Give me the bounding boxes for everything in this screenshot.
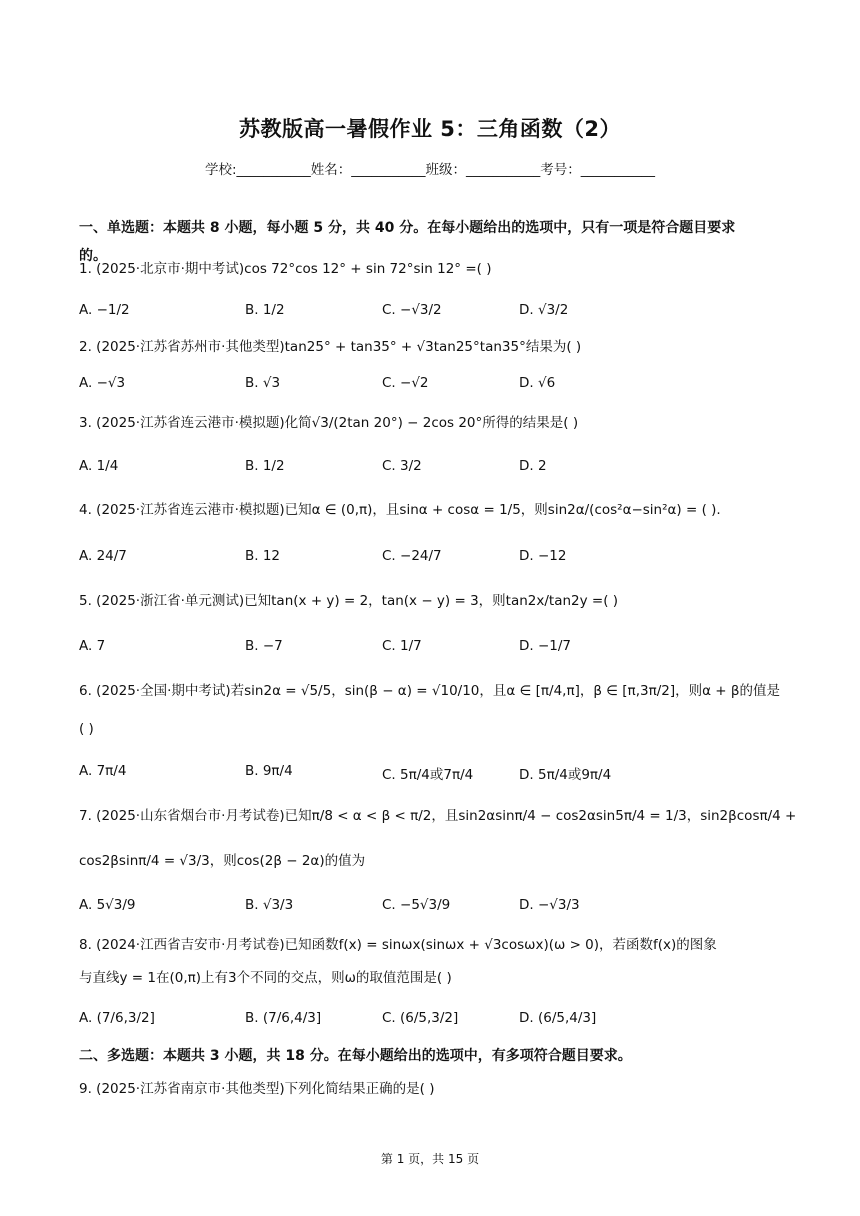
question-stem: 6. (2025·全国·期中考试)若sin2α = √5/5，sin(β − α) = √10/10，且α ∈ [π/4,π]，β ∈ [π,3π/2]，则α + β的值是 <box>79 683 781 699</box>
option-a[interactable]: A. −1/2 <box>79 302 130 318</box>
question-stem: 3. (2025·江苏省连云港市·模拟题)化简√3/(2tan 20°) − 2cos 20°所得的结果是( ) <box>79 415 579 431</box>
option-a[interactable]: A. 7π/4 <box>79 763 127 779</box>
option-b[interactable]: B. −7 <box>245 638 283 654</box>
option-c[interactable]: C. −√2 <box>382 375 429 391</box>
option-b[interactable]: B. 1/2 <box>245 458 285 474</box>
option-d[interactable]: D. √6 <box>519 375 556 391</box>
question-options <box>79 458 779 488</box>
option-b[interactable]: B. √3 <box>245 375 281 391</box>
option-d[interactable]: D. −12 <box>519 548 567 564</box>
option-a[interactable]: A. −√3 <box>79 375 126 391</box>
question-options <box>79 548 779 578</box>
question-stem-continued: 与直线y = 1在(0,π)上有3个不同的交点，则ω的取值范围是( ) <box>79 970 452 986</box>
option-c[interactable]: C. 1/7 <box>382 638 422 654</box>
option-d[interactable]: D. −1/7 <box>519 638 572 654</box>
option-a[interactable]: A. 24/7 <box>79 548 127 564</box>
name-field: 姓名：___________ <box>310 162 426 178</box>
option-d[interactable]: D. √3/2 <box>519 302 569 318</box>
option-d[interactable]: D. −√3/3 <box>519 897 580 913</box>
question-options <box>79 302 779 332</box>
question-stem-continued: cos2βsinπ/4 = √3/3，则cos(2β − 2α)的值为 <box>79 853 366 869</box>
option-c[interactable]: C. −√3/2 <box>382 302 442 318</box>
exam-number-field: 考号：___________ <box>540 162 656 178</box>
option-b[interactable]: B. 12 <box>245 548 281 564</box>
page-title: 苏教版高一暑假作业 5：三角函数（2） <box>238 117 622 141</box>
question-stem: 5. (2025·浙江省·单元测试)已知tan(x + y) = 2，tan(x − y) = 3，则tan2x/tan2y =( ) <box>79 593 619 609</box>
option-c[interactable]: C. (6/5,3/2] <box>382 1010 459 1026</box>
question-stem: 4. (2025·江苏省连云港市·模拟题)已知α ∈ (0,π)，且sinα + cosα = 1/5，则sin2α/(cos²α−sin²α) = ( ). <box>79 502 721 518</box>
option-a[interactable]: A. 5√3/9 <box>79 897 136 913</box>
question-stem: 9. (2025·江苏省南京市·其他类型)下列化简结果正确的是( ) <box>79 1081 435 1097</box>
section-heading-line: 的。 <box>79 248 107 264</box>
option-d[interactable]: D. 5π/4或9π/4 <box>519 767 612 783</box>
question-options <box>79 1010 779 1040</box>
option-a[interactable]: A. 1/4 <box>79 458 119 474</box>
section-multiple-choice-heading: 二、多选题：本题共 3 小题，共 18 分。在每小题给出的选项中，有多项符合题目要求。 <box>79 1048 632 1064</box>
option-a[interactable]: A. 7 <box>79 638 106 654</box>
question-stem: 7. (2025·山东省烟台市·月考试卷)已知π/8 < α < β < π/2，且sin2αsinπ/4 − cos2αsin5π/4 = 1/3，sin2βcosπ/4 + <box>79 808 797 824</box>
student-info-line <box>0 158 860 178</box>
option-b[interactable]: B. 1/2 <box>245 302 285 318</box>
option-d[interactable]: D. 2 <box>519 458 547 474</box>
question-options <box>79 638 779 668</box>
question-stem: 1. (2025·北京市·期中考试)cos 72°cos 12° + sin 72°sin 12° =( ) <box>79 261 492 277</box>
option-a[interactable]: A. (7/6,3/2] <box>79 1010 155 1026</box>
option-c[interactable]: C. −24/7 <box>382 548 442 564</box>
question-options <box>79 897 779 927</box>
question-options <box>79 375 779 405</box>
question-stem-continued: ( ) <box>79 721 94 737</box>
class-field: 班级：___________ <box>425 162 541 178</box>
section-heading-line: 一、单选题：本题共 8 小题，每小题 5 分，共 40 分。在每小题给出的选项中，只有一项是符合题目要求 <box>79 220 736 236</box>
page-footer: 第 1 页，共 15 页 <box>380 1152 480 1166</box>
option-c[interactable]: C. 3/2 <box>382 458 422 474</box>
option-c[interactable]: C. 5π/4或7π/4 <box>382 767 474 783</box>
option-d[interactable]: D. (6/5,4/3] <box>519 1010 597 1026</box>
school-field: 学校:___________ <box>204 162 311 178</box>
question-stem: 2. (2025·江苏省苏州市·其他类型)tan25° + tan35° + √3tan25°tan35°结果为( ) <box>79 339 582 355</box>
question-stem: 8. (2024·江西省吉安市·月考试卷)已知函数f(x) = sinωx(sinωx + √3cosωx)(ω > 0)，若函数f(x)的图象 <box>79 937 717 953</box>
option-b[interactable]: B. √3/3 <box>245 897 294 913</box>
option-b[interactable]: B. (7/6,4/3] <box>245 1010 322 1026</box>
option-c[interactable]: C. −5√3/9 <box>382 897 451 913</box>
question-options <box>79 763 779 793</box>
option-b[interactable]: B. 9π/4 <box>245 763 293 779</box>
